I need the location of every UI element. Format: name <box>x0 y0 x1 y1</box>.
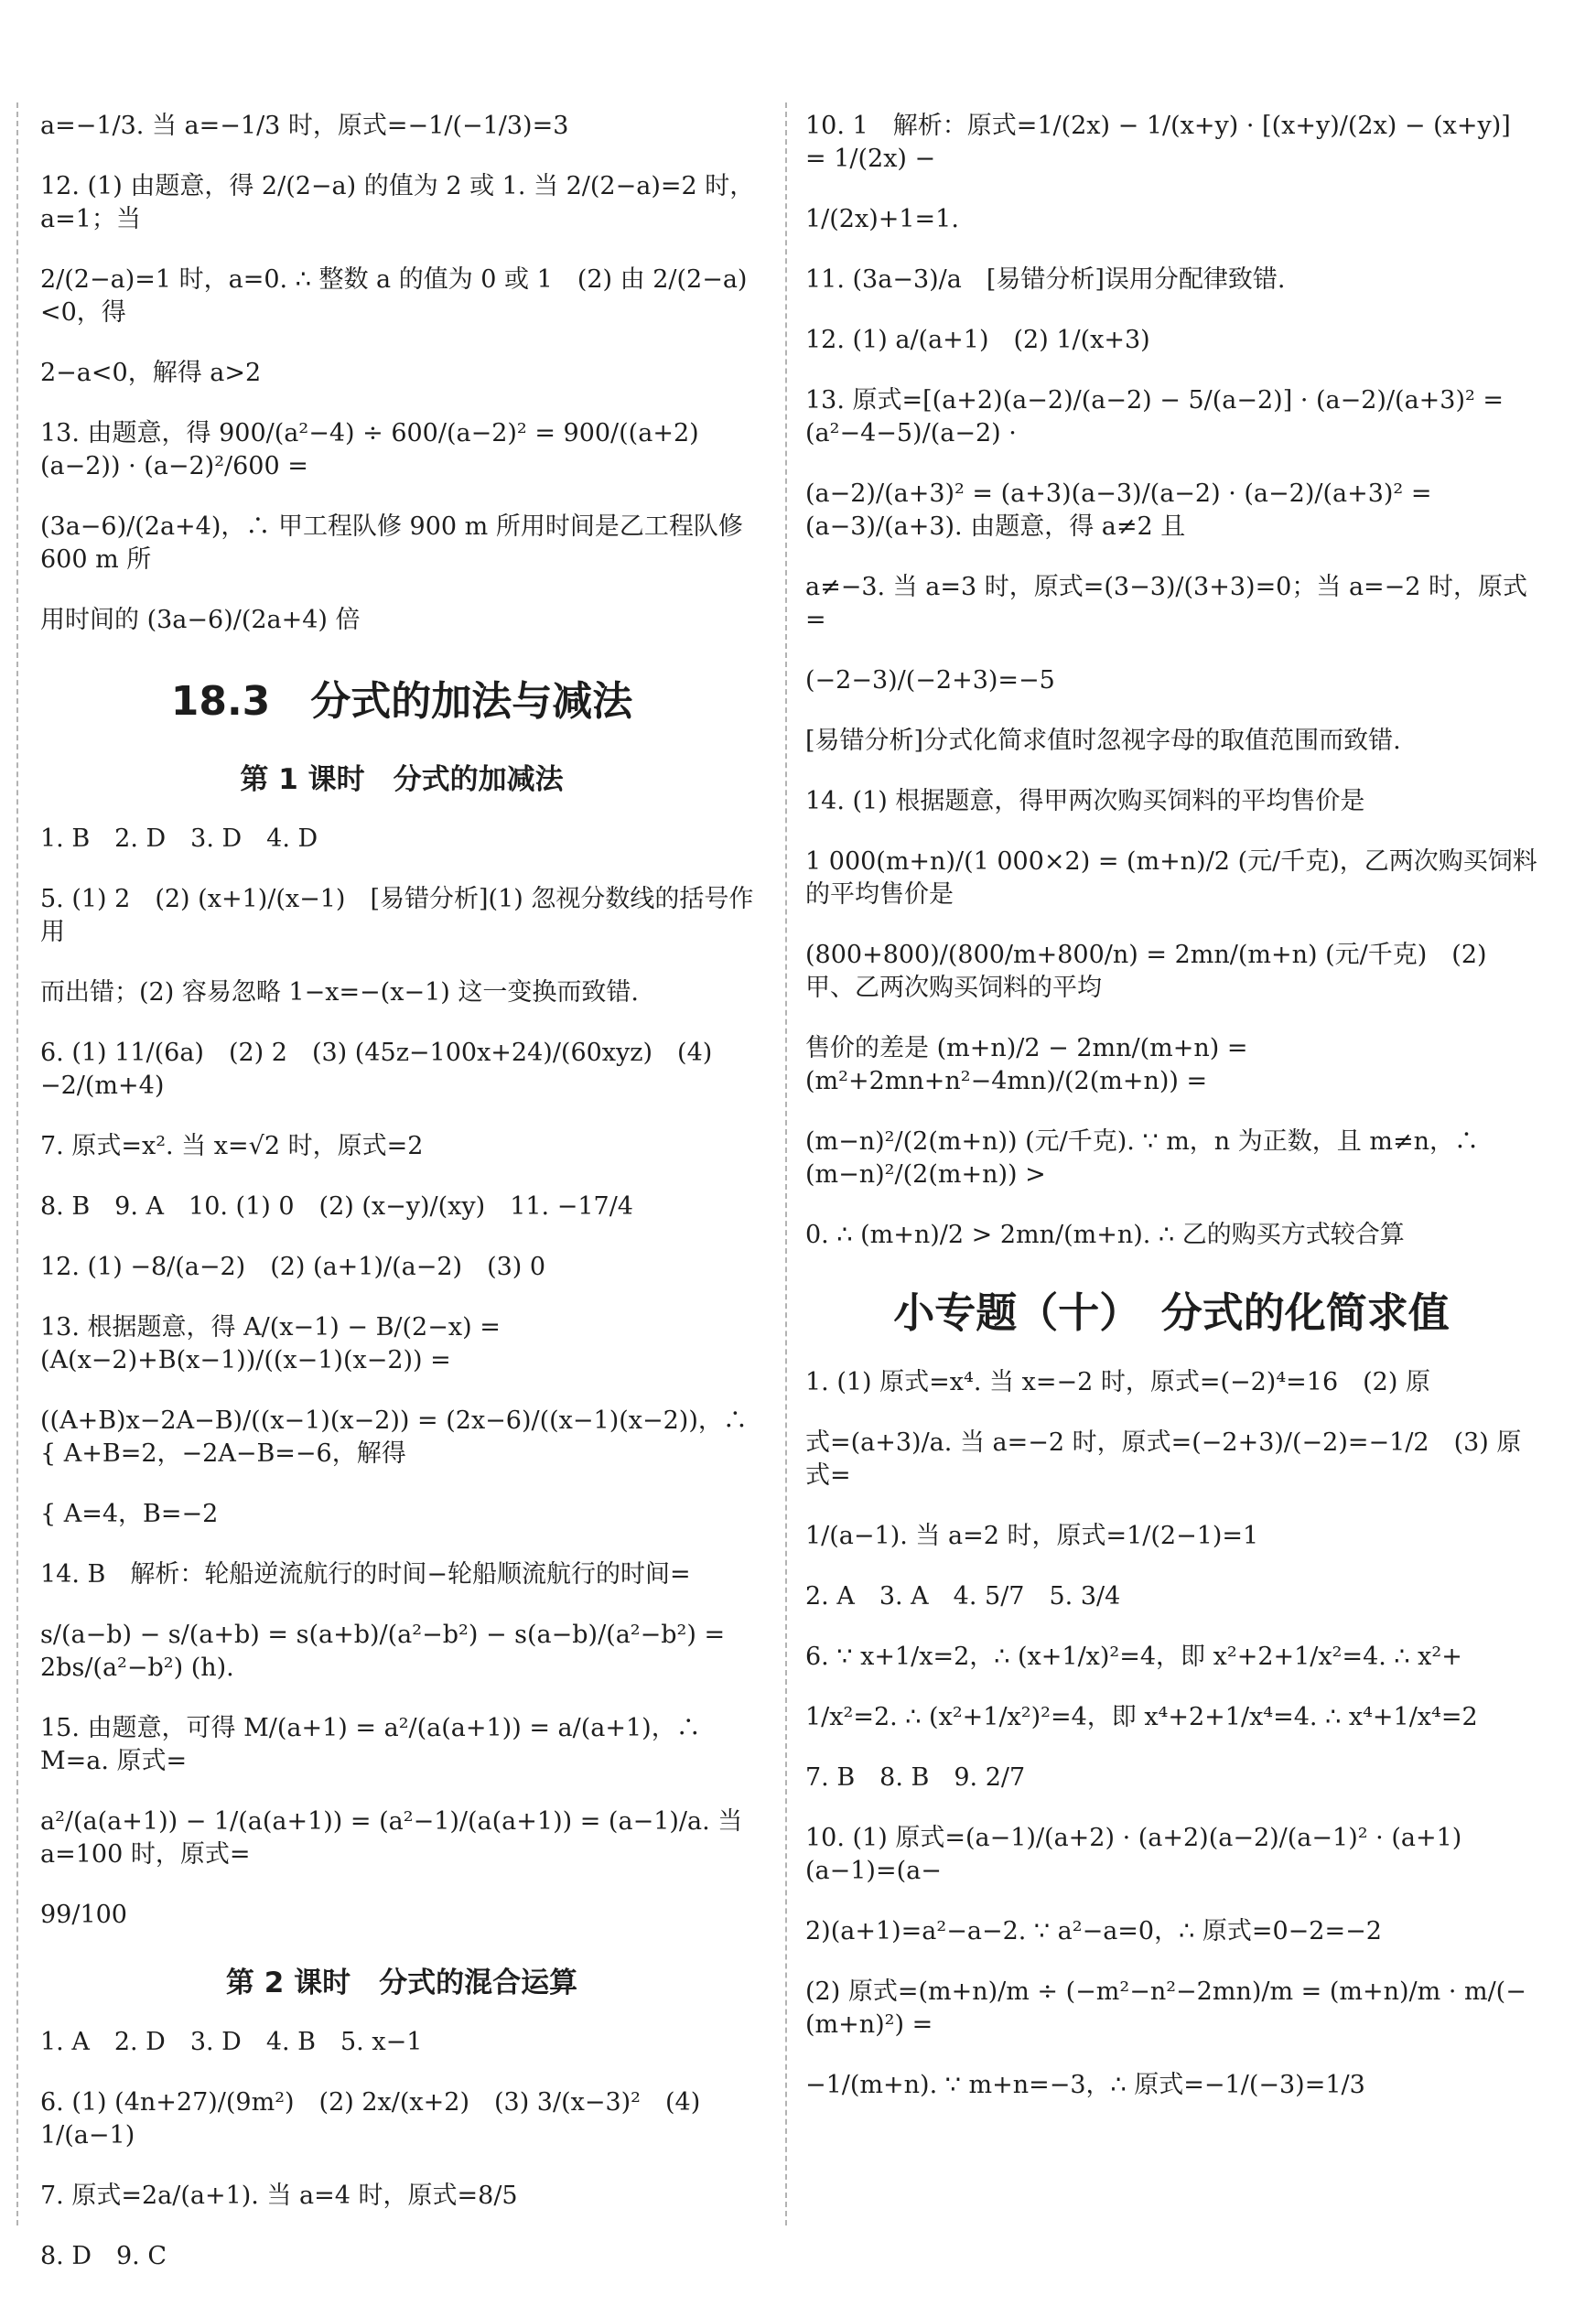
answer-8-9: 8. D 9. C <box>40 2242 167 2270</box>
answer-5: 5. (1) 2 (2) (x+1)/(x−1) [易错分析](1) 忽视分数线的括号作用 <box>40 885 754 946</box>
answer-line: 2/(2−a)=1 时，a=0. ∴ 整数 a 的值为 0 或 1 (2) 由 2/(2−a)<0，得 <box>40 265 748 327</box>
section-heading: 18.3 分式的加法与减法 <box>170 678 633 725</box>
column-divider <box>785 102 787 2225</box>
left-column <box>40 110 763 2301</box>
answer-line: 1/x²=2. ∴ (x²+1/x²)²=4，即 x⁴+2+1/x⁴=4. ∴ x⁴+1/x⁴=2 <box>805 1703 1478 1731</box>
answer-14: 14. B 解析：轮船逆流航行的时间−轮船顺流航行的时间= <box>40 1560 691 1589</box>
answer-line: −1/(m+n). ∵ m+n=−3，∴ 原式=−1/(−3)=1/3 <box>805 2071 1365 2099</box>
answer-line: 式=(a+3)/a. 当 a=−2 时，原式=(−2+3)/(−2)=−1/2 (3) 原式= <box>805 1428 1522 1490</box>
answer-11: 11. (3a−3)/a [易错分析]误用分配律致错. <box>805 265 1286 294</box>
answer-14: 14. (1) 根据题意，得甲两次购买饲料的平均售价是 <box>805 787 1365 815</box>
answer-line: 1/(a−1). 当 a=2 时，原式=1/(2−1)=1 <box>805 1522 1259 1550</box>
right-column <box>805 110 1537 2129</box>
answer-7b: 7. 原式=2a/(a+1). 当 a=4 时，原式=8/5 <box>40 2182 518 2210</box>
answer-line: 而出错；(2) 容易忽略 1−x=−(x−1) 这一变换而致错. <box>40 978 639 1007</box>
answer-line: (a−2)/(a+3)² = (a+3)(a−3)/(a−2) · (a−2)/(a+3)² = (a−3)/(a+3). 由题意，得 a≠2 且 <box>805 480 1432 541</box>
answer-line: 售价的差是 (m+n)/2 − 2mn/(m+n) = (m²+2mn+n²−4mn)/(2(m+n)) = <box>805 1034 1248 1095</box>
topic-answer-7-9: 7. B 8. B 9. 2/7 <box>805 1763 1026 1792</box>
answer-line: s/(a−b) − s/(a+b) = s(a+b)/(a²−b²) − s(a−b)/(a²−b²) = 2bs/(a²−b²) (h). <box>40 1621 726 1682</box>
answer-line: (800+800)/(800/m+800/n) = 2mn/(m+n) (元/千克) (2) 甲、乙两次购买饲料的平均 <box>805 941 1487 1002</box>
answer-6: 6. (1) 11/(6a) (2) 2 (3) (45z−100x+24)/(60xyz) (4) −2/(m+4) <box>40 1039 713 1100</box>
answer-line: 2)(a+1)=a²−a−2. ∵ a²−a=0，∴ 原式=0−2=−2 <box>805 1917 1382 1945</box>
answer-12: 12. (1) 由题意，得 2/(2−a) 的值为 2 或 1. 当 2/(2−a)=2 时，a=1；当 <box>40 172 755 233</box>
answer-line: ((A+B)x−2A−B)/((x−1)(x−2)) = (2x−6)/((x−1)(x−2))，∴ { A+B=2，−2A−B=−6，解得 <box>40 1406 748 1468</box>
answer-1-4: 1. B 2. D 3. D 4. D <box>40 824 318 853</box>
answer-line: 99/100 <box>40 1901 127 1929</box>
topic-answer-10: 10. (1) 原式=(a−1)/(a+2) · (a+2)(a−2)/(a−1)² · (a+1)(a−1)=(a− <box>805 1824 1462 1885</box>
answer-13b: 13. 根据题意，得 A/(x−1) − B/(2−x) = (A(x−2)+B(x−1))/((x−1)(x−2)) = <box>40 1313 501 1374</box>
answer-1-5: 1. A 2. D 3. D 4. B 5. x−1 <box>40 2028 423 2056</box>
answer-line: 2−a<0，解得 a>2 <box>40 359 262 387</box>
answer-line: a≠−3. 当 a=3 时，原式=(3−3)/(3+3)=0；当 a=−2 时，原式= <box>805 573 1528 634</box>
topic-answer-1: 1. (1) 原式=x⁴. 当 x=−2 时，原式=(−2)⁴=16 (2) 原 <box>805 1368 1430 1396</box>
answer-line: (−2−3)/(−2+3)=−5 <box>805 666 1055 695</box>
topic-answer-6: 6. ∵ x+1/x=2，∴ (x+1/x)²=4，即 x²+2+1/x²=4. ∴ x²+ <box>805 1643 1462 1671</box>
answer-line: { A=4，B=−2 <box>40 1500 219 1528</box>
error-analysis-note: [易错分析]分式化简求值时忽视字母的取值范围而致错. <box>805 727 1401 755</box>
answer-line: 0. ∴ (m+n)/2 > 2mn/(m+n). ∴ 乙的购买方式较合算 <box>805 1221 1405 1249</box>
left-margin-divider <box>16 102 18 2225</box>
answer-line: 1 000(m+n)/(1 000×2) = (m+n)/2 (元/千克)，乙两次购买饲料的平均售价是 <box>805 847 1537 909</box>
answer-line: (m−n)²/(2(m+n)) (元/千克). ∵ m，n 为正数，且 m≠n，∴ (m−n)²/(2(m+n)) > <box>805 1127 1479 1189</box>
lesson-heading-1: 第 1 课时 分式的加减法 <box>240 763 564 796</box>
answer-line: (2) 原式=(m+n)/m ÷ (−m²−n²−2mn)/m = (m+n)/m · m/(−(m+n)²) = <box>805 1977 1526 2039</box>
topic-heading: 小专题（十） 分式的化简求值 <box>893 1288 1450 1337</box>
answer-line: (3a−6)/(2a+4)，∴ 甲工程队修 900 m 所用时间是乙工程队修 600 m 所 <box>40 512 743 574</box>
answer-13: 13. 原式=[(a+2)(a−2)/(a−2) − 5/(a−2)] · (a−2)/(a+3)² = (a²−4−5)/(a−2) · <box>805 386 1504 447</box>
answer-8-11: 8. B 9. A 10. (1) 0 (2) (x−y)/(xy) 11. −17/4 <box>40 1192 633 1221</box>
answer-15: 15. 由题意，可得 M/(a+1) = a²/(a(a+1)) = a/(a+1)，∴ M=a. 原式= <box>40 1714 701 1775</box>
answer-7: 7. 原式=x². 当 x=√2 时，原式=2 <box>40 1132 424 1160</box>
answer-12b: 12. (1) −8/(a−2) (2) (a+1)/(a−2) (3) 0 <box>40 1253 546 1281</box>
answer-line: 用时间的 (3a−6)/(2a+4) 倍 <box>40 606 361 634</box>
topic-answer-2-5: 2. A 3. A 4. 5/7 5. 3/4 <box>805 1582 1121 1611</box>
lesson-heading-2: 第 2 课时 分式的混合运算 <box>225 1967 578 1999</box>
answer-6b: 6. (1) (4n+27)/(9m²) (2) 2x/(x+2) (3) 3/(x−3)² (4) 1/(a−1) <box>40 2088 701 2150</box>
answer-line: a=−1/3. 当 a=−1/3 时，原式=−1/(−1/3)=3 <box>40 112 569 140</box>
answer-13: 13. 由题意，得 900/(a²−4) ÷ 600/(a−2)² = 900/((a+2)(a−2)) · (a−2)²/600 = <box>40 419 699 480</box>
answer-10: 10. 1 解析：原式=1/(2x) − 1/(x+y) · [(x+y)/(2x) − (x+y)] = 1/(2x) − <box>805 112 1511 173</box>
answer-12: 12. (1) a/(a+1) (2) 1/(x+3) <box>805 326 1150 354</box>
answer-line: a²/(a(a+1)) − 1/(a(a+1)) = (a²−1)/(a(a+1)) = (a−1)/a. 当 a=100 时，原式= <box>40 1807 743 1869</box>
answer-line: 1/(2x)+1=1. <box>805 205 959 233</box>
